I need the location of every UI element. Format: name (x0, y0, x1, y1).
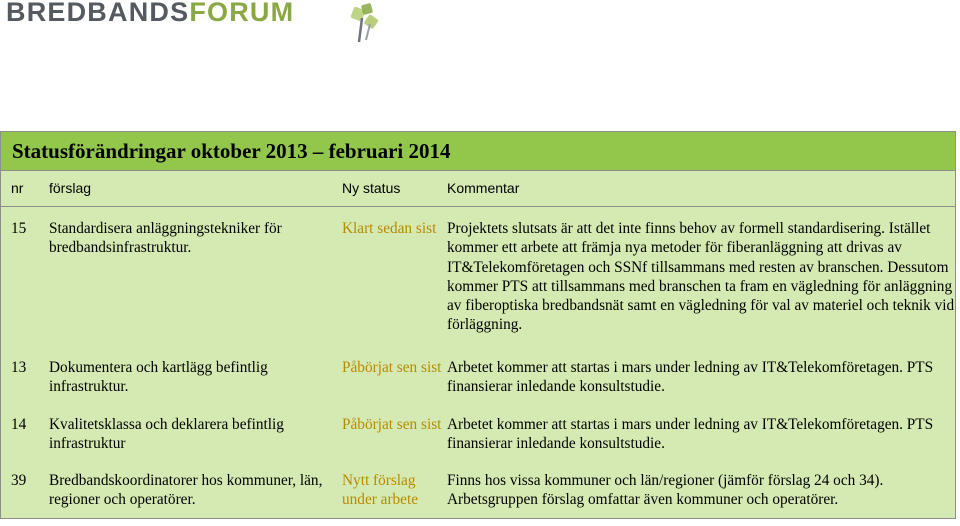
table-title: Statusförändringar oktober 2013 – februari 2014 (12, 138, 451, 163)
logo-text-forum: FORUM (189, 0, 295, 27)
header-nr: nr (11, 180, 24, 196)
logo-text-bredbands: BREDBANDS (6, 0, 190, 27)
cell-nr: 13 (11, 359, 27, 376)
cell-nr: 15 (11, 220, 27, 237)
cell-nr: 39 (11, 472, 27, 489)
table-row (1, 471, 955, 519)
table-row (1, 358, 955, 415)
cell-forslag: Standardisera anläggningstekniker för bredbandsinfrastruktur. (49, 220, 282, 257)
cell-status: Nytt förslag under arbete (342, 472, 419, 509)
cell-forslag: Dokumentera och kartlägg befintlig infrastruktur. (49, 359, 268, 396)
table-gap-row (1, 206, 955, 219)
table-title-row (1, 131, 955, 170)
cell-forslag: Bredbandskoordinatorer hos kommuner, län, regioner och operatörer. (49, 472, 323, 509)
cell-nr: 14 (11, 416, 27, 433)
header-status: Ny status (342, 180, 401, 196)
cell-status: Påbörjat sen sist (342, 359, 442, 376)
table-row (1, 415, 955, 471)
cell-kommentar: Projektets slutsats är att det inte finns behov av formell standardisering. Istället kommer ett arbete att främja nya metoder för fiberanläggning att drivas av IT&Telekomföretagen och SSNf tillsammans med resten av branschen. Dessutom kommer PTS att tillsammans med branschen ta fram en vägledning för anläggning av fiberoptiska bredbandsnät samt en vägledning för val av materiel och teknik vid förläggning. (447, 220, 955, 334)
status-table (0, 131, 956, 519)
cell-status: Påbörjat sen sist (342, 416, 442, 433)
bredbandsforum-logo (6, 0, 295, 27)
cell-forslag: Kvalitetsklassa och deklarera befintlig infrastruktur (49, 416, 284, 453)
cell-kommentar: Arbetet kommer att startas i mars under ledning av IT&Telekomföretagen. PTS finansierar inledande konsultstudie. (447, 416, 934, 453)
cell-status: Klart sedan sist (342, 220, 437, 237)
header-forslag: förslag (49, 180, 92, 196)
header-kommentar: Kommentar (447, 180, 520, 196)
cell-kommentar: Arbetet kommer att startas i mars under ledning av IT&Telekomföretagen. PTS finansierar inledande konsultstudie. (447, 359, 934, 396)
cell-kommentar: Finns hos vissa kommuner och län/regioner (jämför förslag 24 och 34). Arbetsgruppen förslag omfattar även kommuner och operatörer. (447, 472, 884, 509)
table-header-row (1, 170, 955, 206)
logo-leaf-icon (338, 2, 390, 46)
table-row (1, 219, 955, 358)
